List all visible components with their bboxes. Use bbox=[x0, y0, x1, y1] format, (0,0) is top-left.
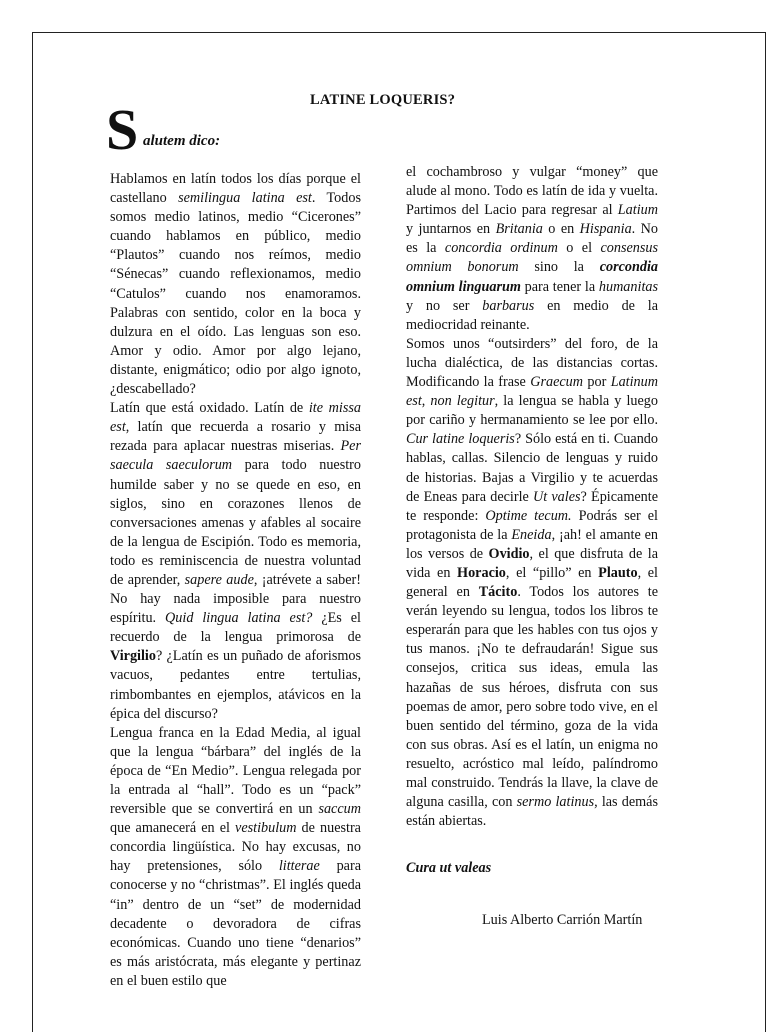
paragraph: Hablamos en latín todos los días porque el castellano semilingua latina est. Todos somos medio latinos, medio “Cicerones” cuando hablamos en público, medio “Plautos” cuando nos reímos, medio “Sénecas” cuando reflexionamos, medio “Catulos” cuando nos enamoramos. Palabras con sentido, color en la boca y dulzura en el oído. Las lenguas son eso. Amor y odio. Amor por algo lejano, distante, enigmático; odio por algo ignoto, ¿descabellado? bbox=[110, 171, 361, 398]
paragraph: Latín que está oxidado. Latín de ite missa est, latín que recuerda a rosario y misa rezada para aplacar nuestras miserias. Per saecula saeculorum para todo nuestro humilde saber y no se quede en eso, en siglos, sino en corazones llenos de conversaciones amenas y afables al socaire de la lengua de Escipión. Todo es memoria, todo es reminiscencia de nuestra voluntad de aprender, sapere aude, ¡atrévete a saber! No hay nada imposible para nuestro espíritu. Quid lingua latina est? ¿Es el recuerdo de la lengua primorosa de Virgilio? ¿Latín es un puñado de aforismos vacuos, pedantes entre tertulias, rimbombantes en ejemplos, atávicos en la épica del discurso? bbox=[110, 400, 361, 722]
salutation: alutem dico: bbox=[143, 133, 221, 149]
right-column bbox=[406, 163, 658, 831]
left-column bbox=[110, 170, 361, 991]
page-title: LATINE LOQUERIS? bbox=[310, 92, 456, 108]
closing-line: Cura ut valeas bbox=[406, 860, 492, 876]
paragraph: Lengua franca en la Edad Media, al igual que la lengua “bárbara” del inglés de la época de “En Medio”. Lengua relegada por la entrada al “hall”. Todo es un “pack” reversible que se convertirá en un saccum que amanecerá en el vestibulum de nuestra concordia lingüística. No hay excusas, no hay pretensiones, sólo litterae para conocerse y no “christmas”. El inglés queda “in” dentro de un “set” de modernidad decadente o devoradora de cifras económicas. Cuando uno tiene “denarios” es más aristócrata, más elegante y pertinaz en el buen estilo que bbox=[110, 724, 361, 989]
drop-cap: S bbox=[106, 97, 139, 162]
author-signature: Luis Alberto Carrión Martín bbox=[482, 912, 643, 928]
paragraph: el cochambroso y vulgar “money” que alude al mono. Todo es latín de ida y vuelta. Partimos del Lacio para regresar al Latium y juntarnos en Britania o en Hispania. No es la concordia ordinum o el consensus omnium bonorum sino la corcondia omnium linguarum para tener la humanitas y no ser barbarus en medio de la mediocridad reinante. bbox=[406, 164, 659, 333]
paragraph: Somos unos “outsirders” del foro, de la lucha dialéctica, de las distancias cortas. Modificando la frase Graecum por Latinum est, non legitur, la lengua se habla y luego por cariño y hermanamiento se lee por ello. Cur latine loqueris? Sólo está en ti. Cuando hablas, callas. Silencio de lenguas y ruido de historias. Bajas a Virgilio y te acuerdas de Eneas para decirle Ut vales? Épicamente te responde: Optime tecum. Podrás ser el protagonista de la Eneida, ¡ah! el amante en los versos de Ovidio, el que disfruta de la vida en Horacio, el “pillo” en Plauto, el general en Tácito. Todos los autores te verán leyendo su lengua, todos los libros te esperarán para que les hables con tus ojos y tus manos. ¡No te defraudarán! Sigue sus consejos, critica sus ideas, emula las hazañas de sus héroes, disfruta con sus poemas de amor, pero sobre todo vive, en el buen sentido del término, goza de la vida con sus obras. Así es el latín, un enigma no resuelto, acróstico mal leído, palíndromo mal construido. Tendrás la llave, la clave de alguna casilla, con sermo latinus, las demás están abiertas. bbox=[406, 335, 659, 830]
